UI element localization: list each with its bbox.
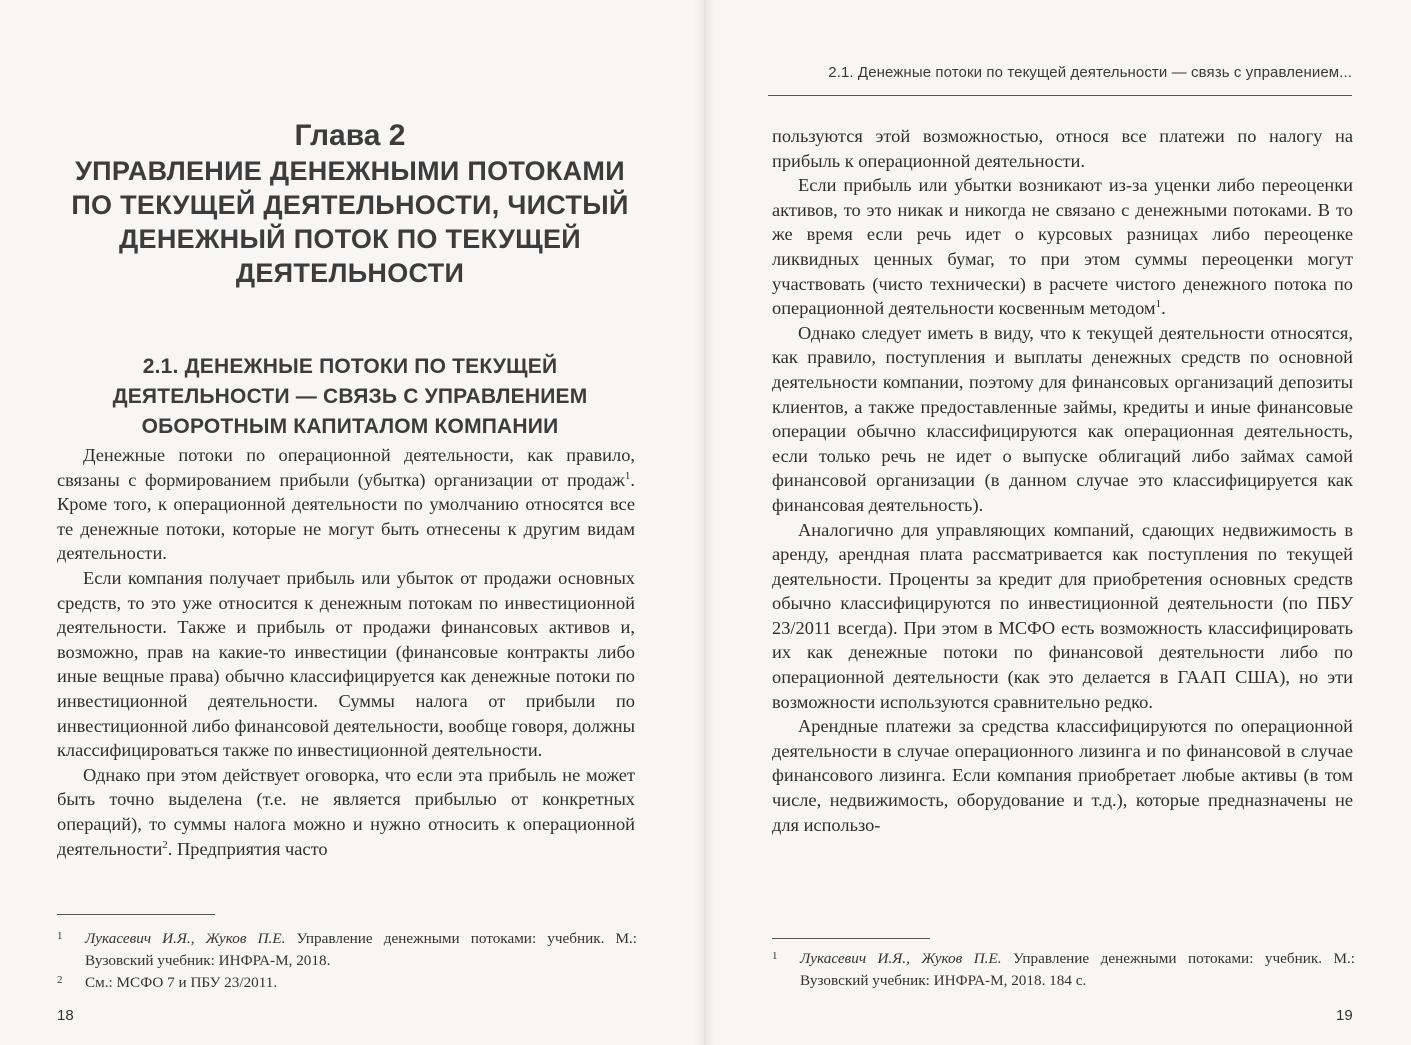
paragraph <box>57 443 635 566</box>
paragraph <box>772 124 1353 173</box>
footnote-mark: 1 <box>772 950 778 962</box>
footnote-divider <box>57 914 215 915</box>
footnote-text: См.: МСФО 7 и ПБУ 23/2011. <box>85 974 278 991</box>
footnote-mark: 1 <box>57 930 63 942</box>
footnote <box>772 948 1355 992</box>
paragraph-text: Если компания получает прибыль или убыток от продажи основных средств, то это уже относится к денежным потокам по инвестиционной деятельности. Также и прибыль от продажи финансовых активов и, возможно, прав на какие-то инвестиции (финансовые контракты либо иные вещные права) обычно классифицируется как денежные потоки по инвестиционной деятельности. Суммы налога от прибыли по инвестиционной либо финансовой деятельности, вообще говоря, должны классифицироваться также по инвестиционной деятельности. <box>57 567 635 761</box>
footnote <box>57 972 637 994</box>
footnote-ref: 1 <box>624 469 631 482</box>
left-page <box>0 0 705 1045</box>
footnote-text: Управление денежными потоками: учебник. М.: Вузовский учебник: ИНФРА-М, 2018. 184 с. <box>800 950 1355 989</box>
footnote-divider <box>772 938 930 939</box>
section-title-line: ОБОРОТНЫМ КАПИТАЛОМ КОМПАНИИ <box>141 415 559 438</box>
paragraph <box>772 173 1353 321</box>
paragraph-text: Однако следует иметь в виду, что к текущей деятельности относятся, как правило, поступления и выплаты денежных средств по основной деятельности компании, поэтому для финансовых организаций депозиты клиентов, а также предоставленные займы, кредиты и иные финансовые операции обычно классифицируются как операционная деятельность, если только речь не идет о выпуске облигаций либо займах самой финансовой организации (в данном случае это классифицируется как финансовая деятельность). <box>772 322 1353 515</box>
footnote-authors: Лукасевич И.Я., Жуков П.Е. <box>85 930 286 947</box>
footnote <box>57 928 637 972</box>
chapter-number: Глава 2 <box>294 119 406 152</box>
paragraph-text: Аналогично для управляющих компаний, сдающих недвижимость в аренду, арендная плата рассматривается как поступления по текущей деятельности. Проценты за кредит для приобретения основных средств обычно классифицируются по инвестиционной деятельности (по ПБУ 23/2011 всегда). При этом в МСФО есть возможность классифицировать их как денежные потоки по финансовой деятельности либо по операционной деятельности (как это делается в ГААП США), но эти возможности используются сравнительно редко. <box>772 519 1353 712</box>
book-gutter <box>694 0 716 1045</box>
paragraph-text: Денежные потоки по операционной деятельности, как правило, связаны с формированием прибыли (убытка) организации от продаж <box>57 445 635 490</box>
paragraph-text: Арендные платежи за средства классифицируются по операционной деятельности в случае операционного лизинга и по финансовой в случае финансового лизинга. Если компания приобретает любые активы (в том числе, недвижимость, оборудование и т.д.), которые предназначены не для использо- <box>772 716 1353 835</box>
chapter-title-line: ПО ТЕКУЩЕЙ ДЕЯТЕЛЬНОСТИ, ЧИСТЫЙ <box>71 190 629 220</box>
paragraph-text: . <box>1161 298 1166 319</box>
paragraph <box>772 518 1353 715</box>
header-divider <box>768 95 1352 96</box>
section-heading <box>85 352 615 442</box>
chapter-title-line: УПРАВЛЕНИЕ ДЕНЕЖНЫМИ ПОТОКАМИ <box>75 156 625 186</box>
paragraph <box>57 763 635 861</box>
footnotes <box>57 928 637 994</box>
footnote-ref: 2 <box>162 838 168 851</box>
chapter-title <box>60 154 640 290</box>
right-body-text <box>772 124 1353 837</box>
left-body-text <box>57 443 635 861</box>
paragraph-text: Однако при этом действует оговорка, что если эта прибыль не может быть точно выделена (т.е. не является прибылью от конкретных операций), то суммы налога можно и нужно относить к операционной деятельности <box>57 764 635 859</box>
footnote-text: Управление денежными потоками: учебник. М.: Вузовский учебник: ИНФРА-М, 2018. <box>85 930 637 969</box>
page-number: 19 <box>1336 1007 1353 1024</box>
paragraph <box>772 714 1353 837</box>
footnotes <box>772 948 1355 992</box>
page-number: 18 <box>57 1007 74 1024</box>
paragraph-text: Если прибыль или убытки возникают из-за уценки либо переоценки активов, то это никак и никогда не связано с денежными потоками. В то же время если речь идет о курсовых разницах либо переоценке ликвидных ценных бумаг, то при этом суммы переоценки могут участвовать (чисто технически) в расчете чистого денежного потока по операционной деятельности косвенным методом <box>772 175 1353 319</box>
chapter-title-line: ДЕНЕЖНЫЙ ПОТОК ПО ТЕКУЩЕЙ <box>119 224 581 254</box>
running-header: 2.1. Денежные потоки по текущей деятельности — связь с управлением... <box>828 64 1352 81</box>
paragraph-text: . Предприятия часто <box>167 838 328 859</box>
section-title-line: ДЕЯТЕЛЬНОСТИ — СВЯЗЬ С УПРАВЛЕНИЕМ <box>112 385 588 408</box>
footnote-mark: 2 <box>57 974 63 986</box>
chapter-title-line: ДЕЯТЕЛЬНОСТИ <box>235 258 465 288</box>
paragraph-text: пользуются этой возможностью, относя все платежи по налогу на прибыль к операционной деятельности. <box>772 126 1353 171</box>
section-title-line: 2.1. ДЕНЕЖНЫЕ ПОТОКИ ПО ТЕКУЩЕЙ <box>142 355 558 378</box>
footnote-ref: 1 <box>1155 298 1162 311</box>
paragraph <box>57 566 635 763</box>
paragraph <box>772 321 1353 518</box>
paragraph-text: . Кроме того, к операционной деятельности по умолчанию относятся все те денежные потоки, которые не могут быть отнесены к другим видам деятельности. <box>57 469 635 564</box>
footnote-authors: Лукасевич И.Я., Жуков П.Е. <box>800 950 1002 967</box>
chapter-heading <box>60 118 640 290</box>
